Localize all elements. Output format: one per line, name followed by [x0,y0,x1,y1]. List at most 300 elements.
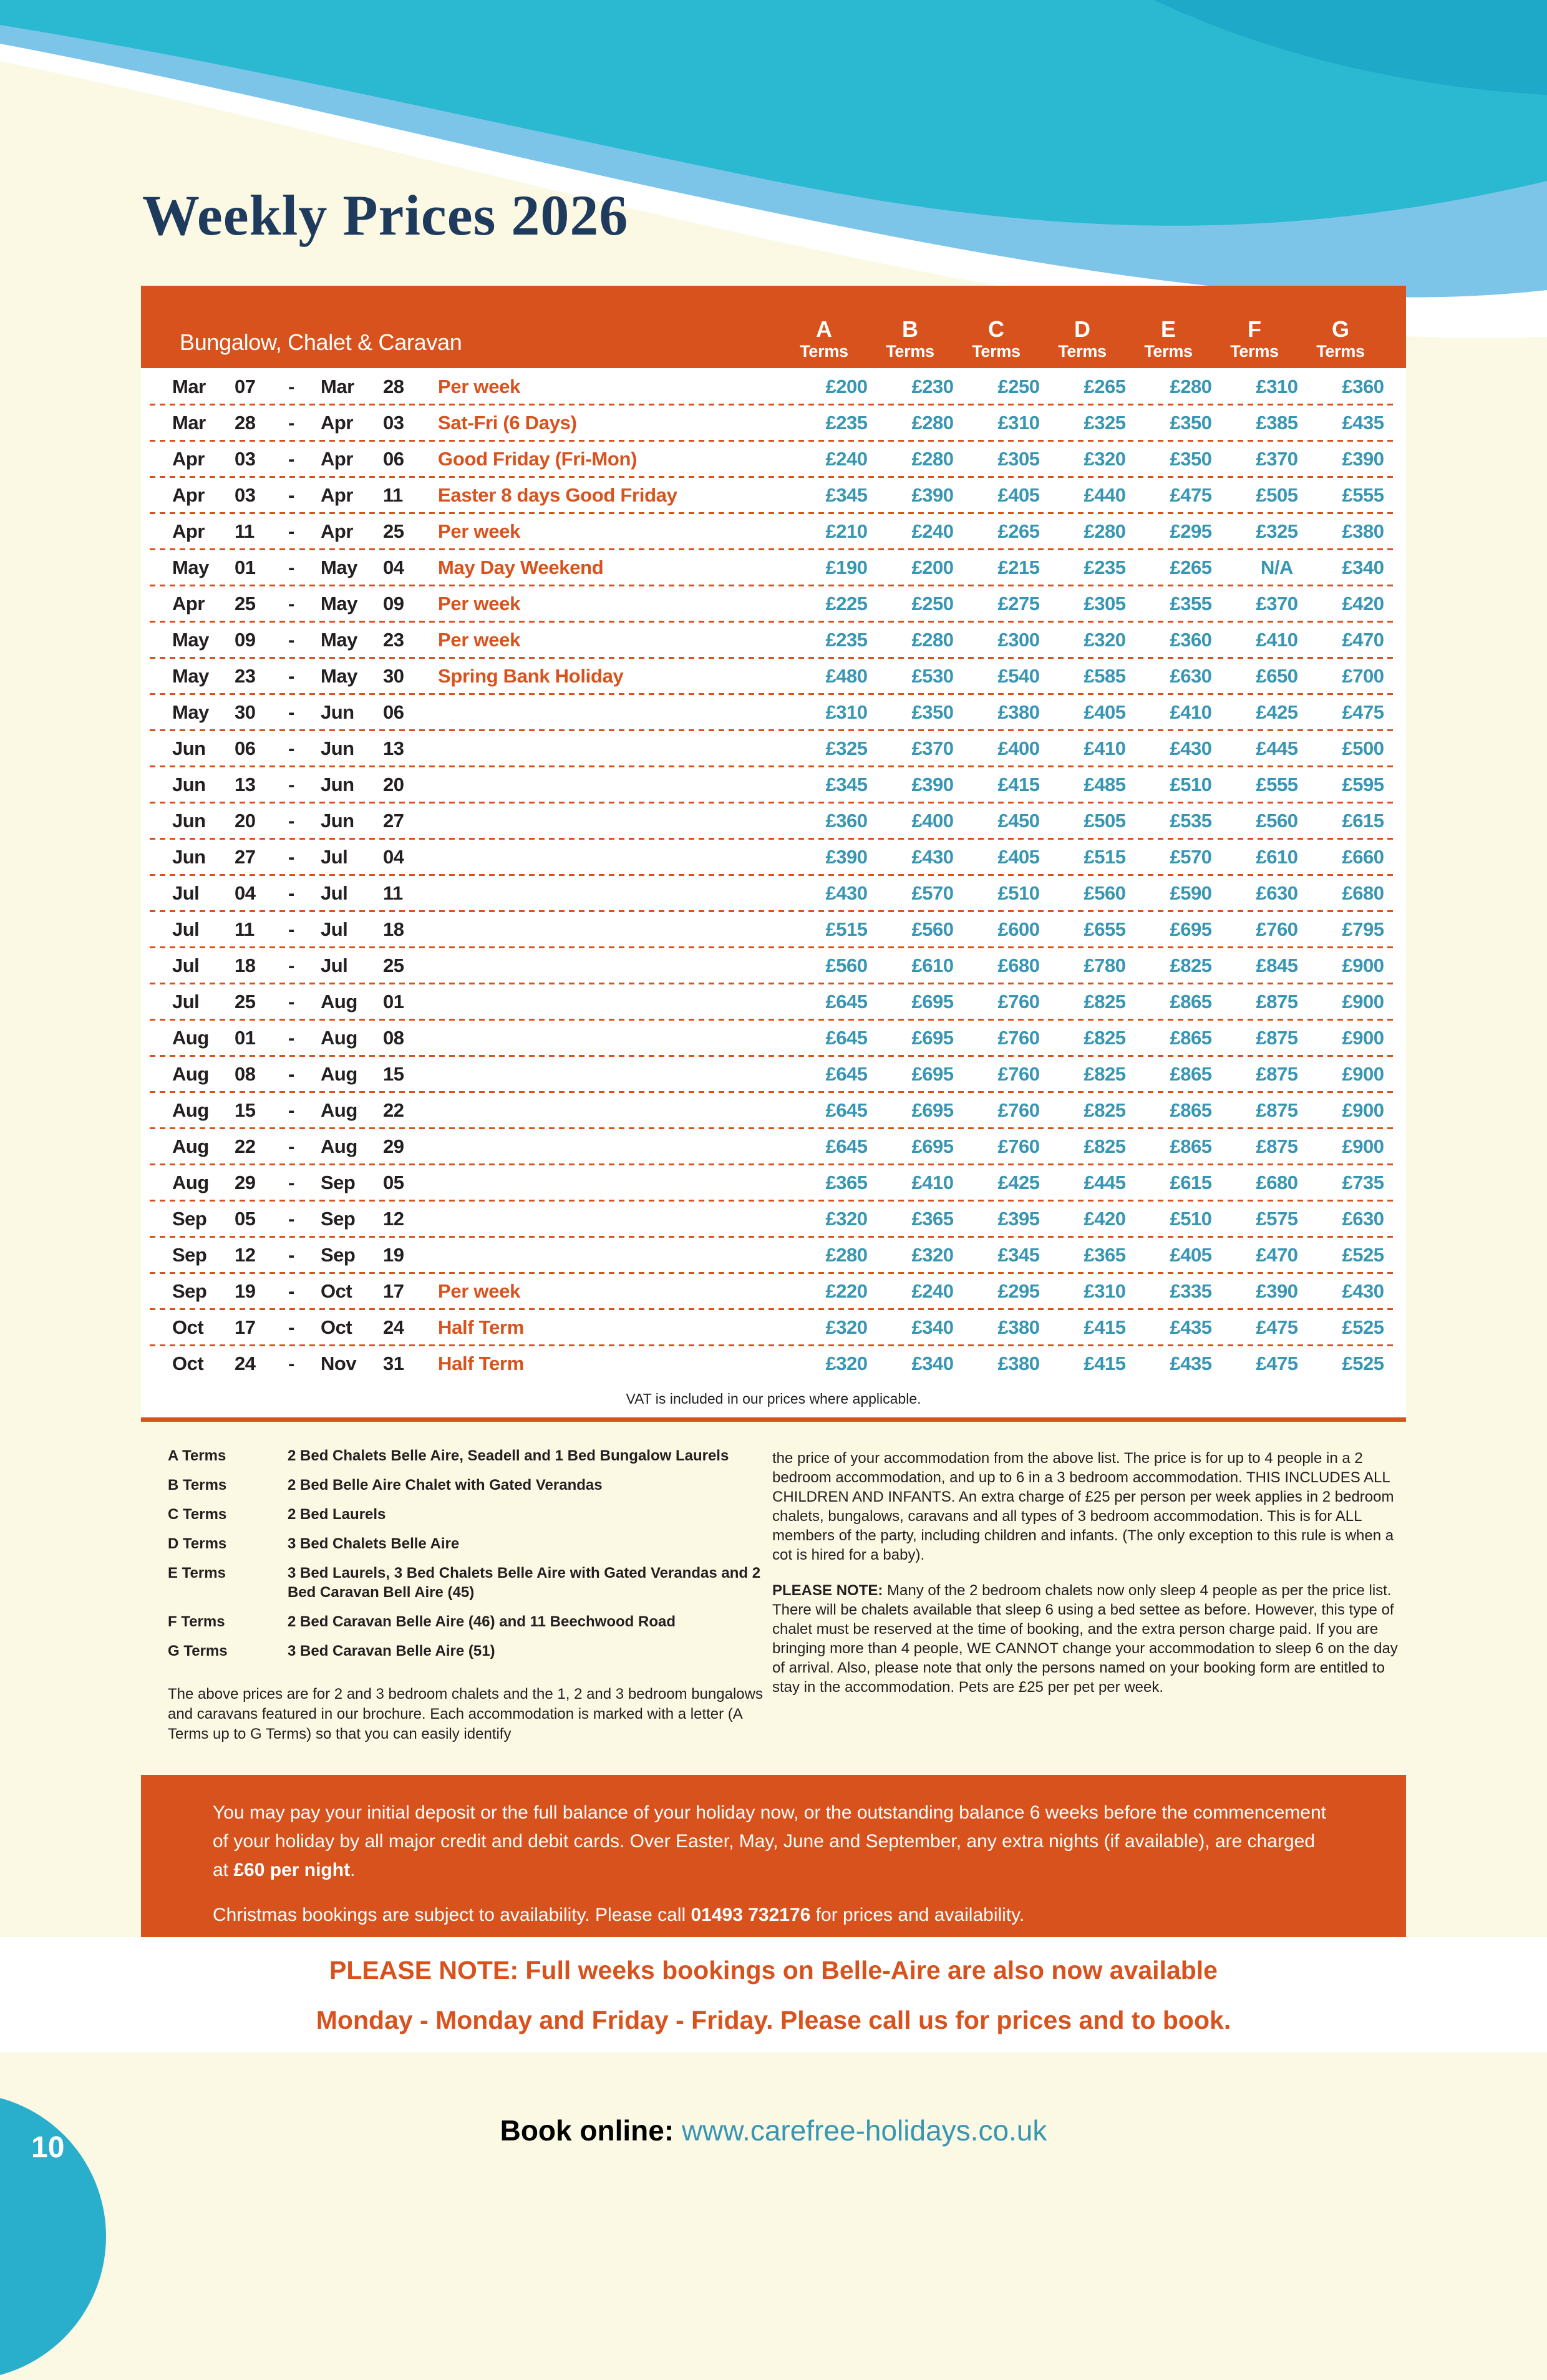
price-cell: £360 [1170,628,1212,651]
start-month: Sep [172,1243,207,1266]
table-row [141,1238,1406,1272]
row-description: Half Term [438,1316,524,1338]
price-cell: £280 [1170,375,1212,397]
price-cell: £425 [997,1171,1040,1193]
price-cell: £235 [1084,556,1126,578]
terms-key-description: 3 Bed Caravan Belle Aire (51) [288,1643,495,1659]
row-description: Per week [438,520,521,542]
table-row [141,478,1406,512]
column-header [1297,317,1384,368]
price-cell: £590 [1170,882,1212,904]
price-cell: £760 [997,1135,1040,1157]
price-cell: £320 [825,1207,868,1230]
price-cell: £280 [911,411,954,434]
price-cell: £695 [911,1062,954,1085]
price-cell: £405 [1170,1243,1212,1266]
page-title: Weekly Prices 2026 [142,183,629,247]
end-day: 20 [383,773,404,795]
price-cell: £325 [1256,520,1298,542]
price-cell: £535 [1170,809,1212,832]
price-cell: £390 [911,483,954,506]
date-dash: - [288,411,294,434]
belle-aire-note-line2: Monday - Monday and Friday - Friday. Please call us for prices and to book. [316,2005,1231,2034]
price-cell: £680 [997,954,1040,976]
end-day: 30 [383,664,404,687]
page-number: 10 [31,2131,65,2164]
date-dash: - [288,990,294,1013]
deposit-text-end: . [350,1860,356,1880]
price-cell: £825 [1084,1135,1126,1157]
end-month: Jun [321,701,354,723]
table-row [141,1310,1406,1344]
terms-key-label: E Terms [168,1565,226,1581]
website-url[interactable]: www.carefree-holidays.co.uk [681,2114,1047,2147]
end-day: 25 [383,520,404,542]
terms-key-description: 2 Bed Chalets Belle Aire, Seadell and 1 Bed Bungalow Laurels [288,1447,729,1464]
column-letter: E [1160,316,1176,342]
end-month: Sep [321,1171,356,1193]
end-month: Sep [321,1207,356,1230]
terms-key-row [168,1641,764,1661]
column-terms-label: Terms [1230,342,1279,361]
price-cell: £310 [825,701,868,723]
date-dash: - [288,1280,294,1302]
date-dash: - [288,809,294,832]
price-cell: £645 [825,1026,868,1049]
terms-key-description: 2 Bed Caravan Belle Aire (46) and 11 Beechwood Road [288,1613,676,1630]
price-cell: £365 [1084,1243,1126,1266]
end-month: Jun [321,809,354,832]
price-cell: £265 [1084,375,1126,397]
price-cell: £450 [997,809,1040,832]
price-cell: £600 [997,918,1040,940]
row-description: Good Friday (Fri-Mon) [438,447,638,470]
row-description: Per week [438,375,521,397]
start-month: Oct [172,1316,204,1338]
price-cell: £510 [997,882,1040,904]
christmas-paragraph [213,1901,1334,1930]
price-cell: £595 [1342,773,1384,795]
price-cell: £410 [1084,737,1126,759]
price-cell: £865 [1170,990,1212,1013]
terms-key-label: D Terms [168,1535,227,1552]
price-cell: £325 [825,737,868,759]
price-cell: £370 [911,737,954,759]
start-day: 20 [235,809,256,832]
price-cell: £630 [1342,1207,1384,1230]
table-row [141,1202,1406,1236]
price-cell: £415 [1084,1352,1126,1374]
belle-aire-note-line1: PLEASE NOTE: Full weeks bookings on Belle-Aire are also now available [329,1955,1218,1984]
start-day: 19 [235,1280,256,1302]
end-day: 19 [383,1243,404,1266]
end-day: 03 [383,411,404,434]
column-letter: C [988,316,1004,342]
column-letter: D [1074,316,1090,342]
start-day: 01 [235,1026,256,1049]
terms-key-label: B Terms [168,1477,227,1494]
end-month: May [321,664,357,687]
price-cell: £760 [997,1062,1040,1085]
price-cell: £540 [997,664,1040,687]
date-dash: - [288,520,294,542]
price-cell: £865 [1170,1099,1212,1121]
column-header [953,317,1039,368]
price-cell: £645 [825,1062,868,1085]
terms-key-label: G Terms [168,1643,228,1659]
price-cell: £365 [911,1207,954,1230]
date-dash: - [288,918,294,940]
end-day: 04 [383,845,404,868]
price-cell: £390 [825,845,868,868]
table-row [141,876,1406,910]
column-terms-label: Terms [1058,342,1107,361]
price-cell: £695 [911,1135,954,1157]
price-cell: £410 [1170,701,1212,723]
table-row [141,912,1406,946]
price-cell: £350 [1170,411,1212,434]
start-day: 17 [235,1316,256,1338]
end-month: Jun [321,737,354,759]
price-cell: £900 [1342,1099,1384,1121]
table-row [141,731,1406,765]
price-cell: £695 [911,990,954,1013]
start-month: Mar [172,375,206,397]
price-cell: £415 [997,773,1040,795]
terms-key-description: 3 Bed Laurels, 3 Bed Chalets Belle Aire with Gated Verandas and 2 Bed Caravan Bell Aire (45) [288,1565,761,1601]
row-description: Easter 8 days Good Friday [438,483,677,506]
price-cell: £250 [997,375,1040,397]
date-dash: - [288,701,294,723]
terms-key-label: C Terms [168,1506,227,1523]
price-cell: £585 [1084,664,1126,687]
price-cell: £300 [997,628,1040,651]
price-cell: £475 [1256,1352,1298,1374]
pricing-intro-paragraph: The above prices are for 2 and 3 bedroom chalets and the 1, 2 and 3 bedroom bungalows and caravans featured in our brochure. Each accommodation is marked with a letter (A Terms up to G Terms) so that you can easily identify [168,1686,763,1742]
table-row [141,659,1406,693]
table-row [141,514,1406,548]
date-dash: - [288,1352,294,1374]
table-row [141,369,1406,404]
end-month: Aug [321,1135,357,1157]
end-day: 15 [383,1062,404,1085]
price-cell: £530 [911,664,954,687]
date-dash: - [288,1135,294,1157]
price-cell: £825 [1170,954,1212,976]
column-terms-label: Terms [886,342,934,361]
price-table-panel [141,286,1406,1419]
row-description: Sat-Fri (6 Days) [438,411,577,434]
start-month: Apr [172,447,205,470]
end-day: 31 [383,1352,404,1374]
price-cell: £845 [1256,954,1298,976]
column-terms-label: Terms [1144,342,1193,361]
price-cell: £825 [1084,1026,1126,1049]
bottom-note-band [0,1937,1547,2052]
price-cell: £340 [911,1316,954,1338]
terms-key-row [168,1563,764,1602]
table-row [141,442,1406,476]
price-cell: £900 [1342,990,1384,1013]
end-month: Mar [321,375,354,397]
column-header [781,317,867,368]
price-cell: £295 [1170,520,1212,542]
start-month: Jun [172,773,206,795]
end-day: 13 [383,737,404,759]
price-cell: £235 [825,411,868,434]
price-cell: £485 [1084,773,1126,795]
end-day: 17 [383,1280,404,1302]
price-cell: £900 [1342,1062,1384,1085]
start-day: 29 [235,1171,256,1193]
date-dash: - [288,1099,294,1121]
price-cell: £380 [1342,520,1384,542]
price-cell: £525 [1342,1352,1384,1374]
deposit-text: You may pay your initial deposit or the full balance of your holiday now, or the outstanding balance 6 weeks before the commencement of your holiday by all major credit and debit cards. Over Easter, May, June and September, any extra nights (if available), are charged at [213,1802,1326,1880]
end-day: 25 [383,954,404,976]
end-day: 11 [383,483,403,506]
price-cell: £680 [1342,882,1384,904]
price-cell: £200 [825,375,868,397]
price-cell: £400 [911,809,954,832]
footer [0,2114,1547,2147]
price-cell: £335 [1170,1280,1212,1302]
end-month: May [321,556,357,578]
price-cell: £340 [911,1352,954,1374]
start-day: 22 [235,1135,256,1157]
column-header [867,317,953,368]
date-dash: - [288,483,294,506]
column-letter: A [816,316,832,342]
end-month: Jul [321,845,348,868]
table-row [141,1346,1406,1381]
price-cell: £825 [1084,1099,1126,1121]
price-cell: £570 [1170,845,1212,868]
price-cell: £510 [1170,1207,1212,1230]
end-day: 12 [383,1207,404,1230]
date-dash: - [288,845,294,868]
price-cell: N/A [1261,556,1293,578]
price-cell: £350 [1170,447,1212,470]
price-cell: £515 [1084,845,1126,868]
table-header [141,286,1406,368]
start-month: Apr [172,592,205,614]
column-letter: F [1248,316,1261,342]
end-month: Oct [321,1280,352,1302]
end-month: Aug [321,1062,357,1085]
price-cell: £200 [911,556,954,578]
price-cell: £875 [1256,1135,1298,1157]
date-dash: - [288,1171,294,1193]
price-cell: £435 [1342,411,1384,434]
price-cell: £325 [1084,411,1126,434]
price-cell: £760 [1256,918,1298,940]
column-terms-label: Terms [800,342,848,361]
end-day: 05 [383,1171,404,1193]
price-cell: £440 [1084,483,1126,506]
table-row [141,586,1406,621]
start-day: 05 [235,1207,256,1230]
start-month: Jun [172,809,206,832]
end-month: Jul [321,882,348,904]
terms-key-label: F Terms [168,1613,225,1630]
start-month: Jul [172,990,200,1013]
start-day: 04 [235,882,256,904]
date-dash: - [288,1243,294,1266]
terms-key-description: 3 Bed Chalets Belle Aire [288,1535,460,1552]
please-note-label: PLEASE NOTE: [772,1582,883,1599]
price-cell: £365 [825,1171,868,1193]
end-month: Aug [321,990,357,1013]
end-month: Jun [321,773,354,795]
price-cell: £760 [997,1026,1040,1049]
price-cell: £560 [825,954,868,976]
price-cell: £610 [1256,845,1298,868]
end-month: Apr [321,447,353,470]
start-month: May [172,701,209,723]
christmas-text: Christmas bookings are subject to availability. Please call [213,1905,691,1925]
table-row [141,695,1406,729]
end-day: 27 [383,809,404,832]
end-month: May [321,592,357,614]
terms-key-row [168,1505,764,1524]
row-description: May Day Weekend [438,556,604,578]
price-cell: £350 [911,701,954,723]
phone-number: 01493 732176 [691,1905,811,1925]
start-day: 09 [235,628,256,651]
price-cell: £385 [1256,411,1298,434]
price-cell: £445 [1084,1171,1126,1193]
price-cell: £320 [1084,628,1126,651]
price-cell: £380 [997,1352,1040,1374]
price-cell: £560 [1256,809,1298,832]
price-cell: £900 [1342,1135,1384,1157]
row-description: Half Term [438,1352,524,1374]
price-cell: £430 [1342,1280,1384,1302]
price-cell: £355 [1170,592,1212,614]
price-cell: £210 [825,520,868,542]
table-row [141,984,1406,1019]
price-cell: £420 [1084,1207,1126,1230]
price-cell: £645 [825,1135,868,1157]
price-cell: £320 [911,1243,954,1266]
pricing-details-paragraph: the price of your accommodation from the above list. The price is for up to 4 people in a 2 bedroom accommodation, and up to 6 in a 3 bedroom accommodation. THIS INCLUDES ALL CHILDREN AND INFANTS. An extra charge of £25 per person per week applies in 2 bedroom chalets, bungalows, caravans and all types of 3 bedroom accommodation. This is for ALL members of the party, including children and infants. (The only exception to this rule is when a cot is hired for a baby). [772,1450,1394,1563]
price-cell: £240 [911,520,954,542]
price-cell: £425 [1256,701,1298,723]
price-cell: £400 [997,737,1040,759]
date-dash: - [288,664,294,687]
date-dash: - [288,1062,294,1085]
price-cell: £760 [997,990,1040,1013]
start-day: 27 [235,845,256,868]
price-cell: £280 [911,447,954,470]
table-row [141,948,1406,983]
end-month: Apr [321,483,353,506]
end-day: 06 [383,701,404,723]
price-cell: £475 [1342,701,1384,723]
table-row [141,1057,1406,1091]
price-cell: £875 [1256,990,1298,1013]
price-cell: £410 [1256,628,1298,651]
start-day: 08 [235,1062,256,1085]
start-month: Aug [172,1026,209,1049]
table-row [141,1021,1406,1055]
price-cell: £390 [1342,447,1384,470]
price-cell: £370 [1256,592,1298,614]
christmas-text-end: for prices and availability. [810,1905,1025,1925]
start-day: 24 [235,1352,256,1374]
price-cell: £225 [825,592,868,614]
price-cell: £305 [997,447,1040,470]
start-month: May [172,628,209,651]
start-day: 12 [235,1243,256,1266]
start-day: 06 [235,737,256,759]
price-cell: £510 [1170,773,1212,795]
terms-key-row [168,1446,764,1465]
row-description: Per week [438,1280,521,1302]
terms-key-label: A Terms [168,1447,226,1464]
price-cell: £390 [911,773,954,795]
end-month: Nov [321,1352,357,1374]
start-month: Mar [172,411,206,434]
price-cell: £360 [1342,375,1384,397]
price-cell: £475 [1170,483,1212,506]
end-day: 22 [383,1099,404,1121]
table-row [141,767,1406,802]
price-cell: £700 [1342,664,1384,687]
price-cell: £875 [1256,1062,1298,1085]
terms-key-description: 2 Bed Laurels [288,1506,386,1523]
price-cell: £795 [1342,918,1384,940]
price-cell: £865 [1170,1135,1212,1157]
price-cell: £505 [1256,483,1298,506]
price-cell: £230 [911,375,954,397]
end-day: 18 [383,918,404,940]
price-cell: £525 [1342,1243,1384,1266]
end-day: 23 [383,628,404,651]
price-cell: £295 [997,1280,1040,1302]
price-cell: £480 [825,664,868,687]
start-month: Apr [172,483,205,506]
price-cell: £240 [911,1280,954,1302]
price-cell: £660 [1342,845,1384,868]
price-cell: £265 [997,520,1040,542]
price-cell: £475 [1256,1316,1298,1338]
end-month: Apr [321,411,353,434]
please-note-paragraph [772,1581,1410,1697]
price-cell: £760 [997,1099,1040,1121]
end-month: Jul [321,954,348,976]
price-cell: £420 [1342,592,1384,614]
price-cell: £405 [997,845,1040,868]
price-cell: £430 [825,882,868,904]
price-cell: £320 [825,1352,868,1374]
end-month: Sep [321,1243,356,1266]
end-day: 11 [383,882,403,904]
table-header-label: Bungalow, Chalet & Caravan [180,329,462,355]
price-cell: £560 [1084,882,1126,904]
price-cell: £320 [825,1316,868,1338]
price-cell: £695 [911,1026,954,1049]
column-letter: G [1331,316,1349,342]
start-month: Aug [172,1135,209,1157]
start-month: Aug [172,1099,209,1121]
price-cell: £320 [1084,447,1126,470]
price-cell: £275 [997,592,1040,614]
date-dash: - [288,1316,294,1338]
start-day: 03 [235,447,256,470]
start-month: Sep [172,1207,207,1230]
